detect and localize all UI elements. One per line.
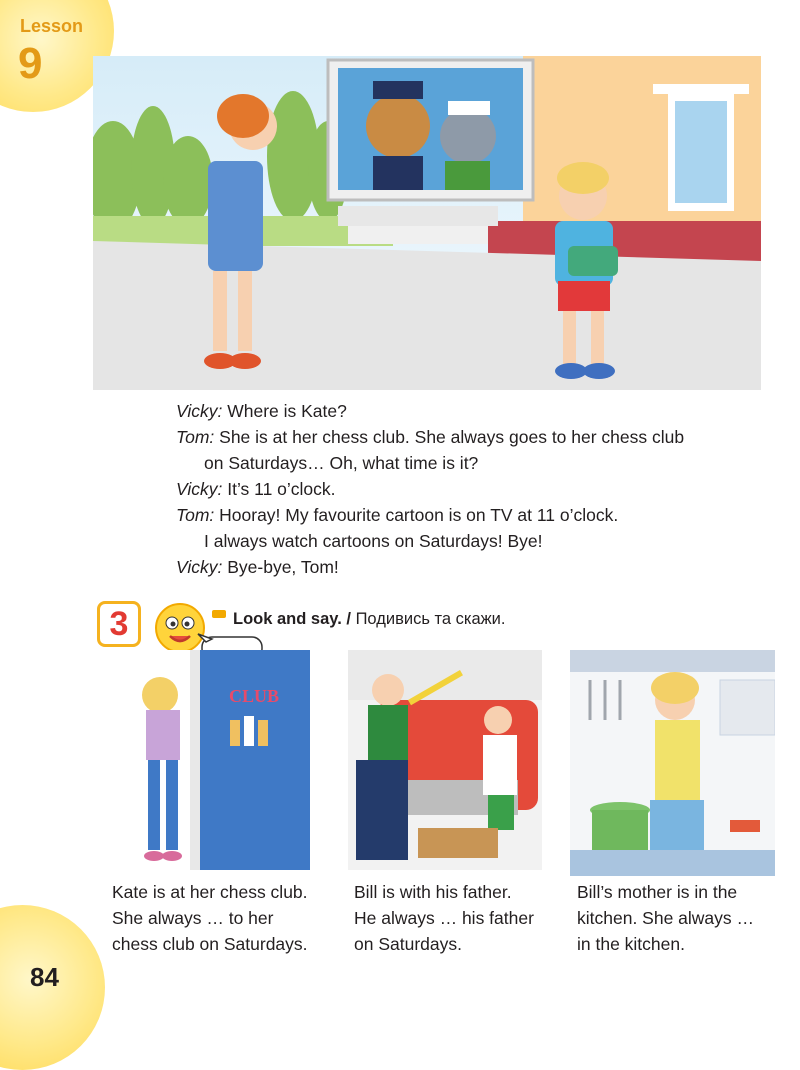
speaker: Vicky:: [176, 401, 223, 421]
dialogue-line: [176, 554, 684, 580]
line-text: She is at her chess club. She always goes to her chess club: [219, 427, 685, 447]
line-text: I always watch cartoons on Saturdays! Bye!: [204, 531, 543, 551]
caption-line: Bill’s mother is in the: [577, 882, 738, 902]
instruction-en: Look and say. /: [233, 610, 351, 628]
caption-line: on Saturdays.: [354, 934, 462, 954]
line-text: It’s 11 o’clock.: [227, 479, 336, 499]
line-text: Hooray! My favourite cartoon is on TV at 11 o’clock.: [219, 505, 619, 525]
dialogue-line: [176, 424, 684, 450]
caption-line: in the kitchen.: [577, 934, 685, 954]
exercise-instruction: [233, 610, 505, 629]
line-text: Bye-bye, Tom!: [227, 557, 339, 577]
caption-kitchen: [577, 879, 754, 957]
caption-line: kitchen. She always …: [577, 908, 755, 928]
lesson-label: Lesson: [20, 16, 84, 36]
scene-illustration: [93, 56, 761, 390]
dialogue-line: [176, 502, 684, 528]
caption-line: chess club on Saturdays.: [112, 934, 308, 954]
caption-line: Bill is with his father.: [354, 882, 512, 902]
lesson-number: 9: [18, 39, 43, 88]
speaker: Vicky:: [176, 479, 223, 499]
dialogue-line: [176, 398, 684, 424]
dialogue-line: [176, 528, 684, 554]
speaker: Vicky:: [176, 557, 223, 577]
club-sign-text: CLUB: [228, 686, 280, 706]
caption-line: She always … to her: [112, 908, 274, 928]
instruction-ua: Подивись та скажи.: [350, 610, 506, 628]
caption-chess-club: [112, 879, 308, 957]
picture-car-wash: [348, 650, 542, 870]
speaker: Tom:: [176, 427, 215, 447]
exercise-number: 3: [97, 601, 141, 647]
caption-car-wash: [354, 879, 534, 957]
line-text: on Saturdays… Oh, what time is it?: [204, 453, 479, 473]
picture-chess-club: [108, 650, 310, 870]
line-text: Where is Kate?: [227, 401, 347, 421]
speaker: Tom:: [176, 505, 215, 525]
dialogue-line: [176, 476, 684, 502]
page-number: 84: [30, 962, 59, 992]
picture-kitchen: [570, 650, 775, 876]
dialogue: [176, 398, 684, 580]
caption-line: He always … his father: [354, 908, 534, 928]
caption-line: Kate is at her chess club.: [112, 882, 308, 902]
dialogue-line: [176, 450, 684, 476]
